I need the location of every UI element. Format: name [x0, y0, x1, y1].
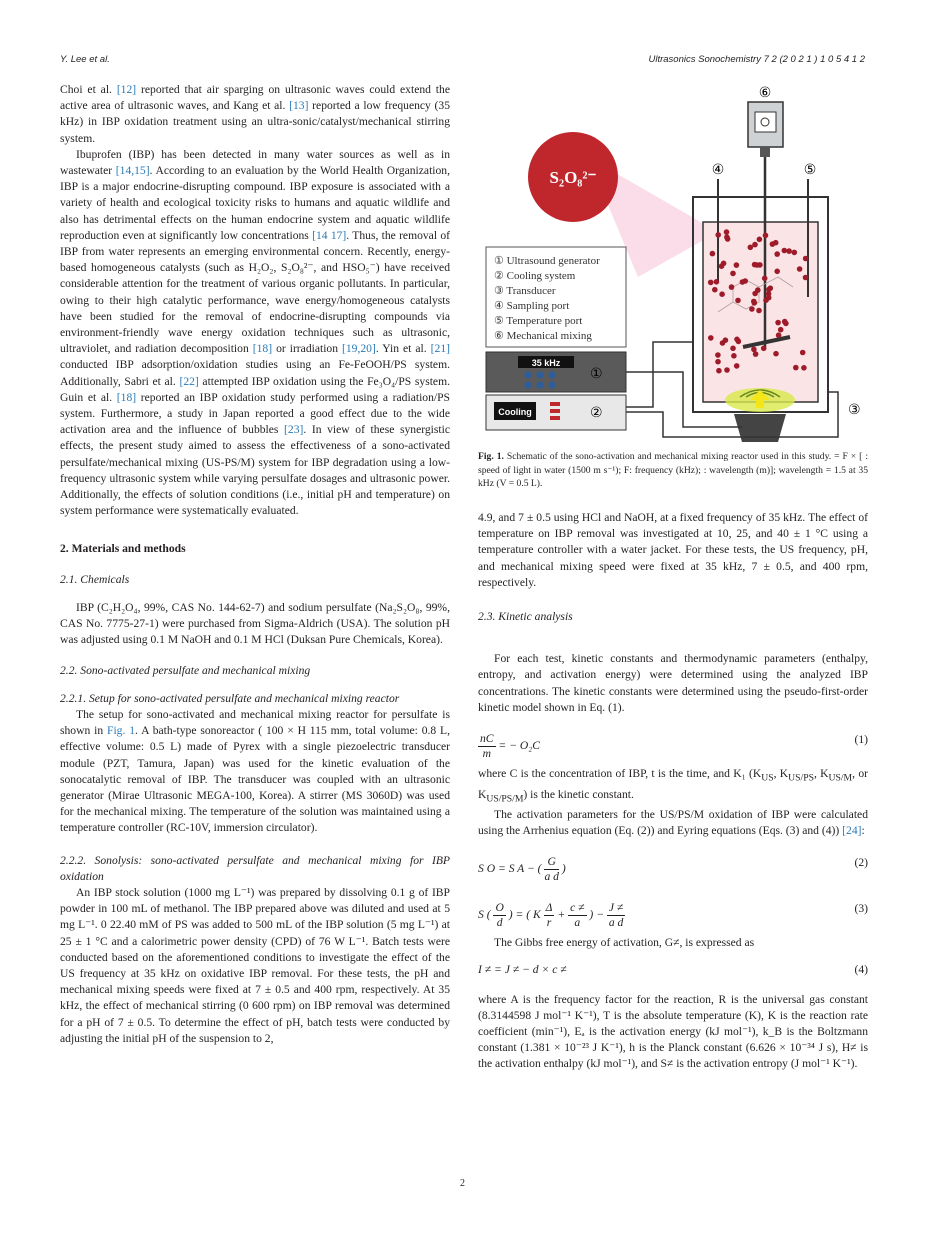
equation-number: (1)	[854, 733, 868, 747]
text: . Yin et al.	[375, 342, 431, 356]
equation-number: (3)	[854, 902, 868, 916]
text: Choi et al.	[60, 83, 117, 96]
equation-4: I ≠ = J ≠ − d × c ≠ (4)	[478, 960, 868, 984]
paragraph-kinetic: For each test, kinetic constants and thermodynamic parameters (enthalpy, entropy, and activation energy) were determined using the analyzed IBP concentrations. The kinetic constants were determined using the pseudo-first-order kinetic model shown in Eq. (1).	[478, 652, 868, 714]
particle-dot	[751, 299, 757, 305]
marker-2: ②	[590, 405, 603, 421]
particle-dot	[724, 229, 730, 235]
equation-3: S ( $\frac{O}{d}$ ) = ( K $\frac{\Delta}{r}$ + $\frac{c \ne}{a}$ ) − $\frac{J \ne}{\text{a d}}$ (3)	[478, 901, 868, 930]
citation-link[interactable]: [12]	[116, 83, 137, 96]
legend-item: ⑤ Temperature port	[494, 315, 583, 327]
particle-dot	[797, 266, 803, 272]
particle-dot	[752, 242, 758, 248]
running-header-journal: Ultrasonics Sonochemistry 7 2 (2 0 2 1 ) 1 0 5 4 1 2	[648, 54, 865, 65]
right-column	[478, 510, 868, 1073]
particle-dot	[770, 241, 776, 247]
paragraph-gibbs: The Gibbs free energy of activation, G≠, is expressed as	[494, 936, 755, 950]
paragraph-choi	[60, 82, 450, 147]
text: conducted IBP adsorption/oxidation studies using an Fe-FeOOH/PS system. Additionally, Sabri et al.	[60, 358, 450, 388]
particle-dot	[729, 284, 735, 290]
text: or irradiation	[272, 342, 343, 356]
particle-dot	[778, 327, 784, 333]
text: reported that air sparging on ultrasonic waves could extend the active area of ultrasonic waves, and Kang et al.	[60, 83, 450, 113]
particle-dot	[715, 359, 721, 365]
citation-link[interactable]: [24]	[842, 824, 862, 838]
citation-link[interactable]: [14,15]	[115, 164, 150, 178]
particle-dot	[734, 337, 740, 343]
particle-dot	[724, 367, 730, 373]
marker-3: ③	[848, 402, 861, 418]
particle-dot	[708, 280, 714, 286]
particle-dot	[734, 363, 740, 369]
subsection-heading: 2.3. Kinetic analysis	[478, 610, 573, 624]
particle-dot	[734, 262, 740, 268]
particle-dot	[782, 248, 788, 254]
paragraph-sonolysis: An IBP stock solution (1000 mg L⁻¹) was prepared by dissolving 0.1 g of IBP powder in 100 mL of methanol. The IBP prepared above was diluted and used at 5 mg L⁻¹. 0 22.40 mM of PS was added to 500 mL of the IBP solution (5 mg L⁻¹) at 25 ± 1 °C and a calorimetric power density (CPD) of 76 W L⁻¹. Batch tests were conducted based on the aforementioned conditions to investigate the effect of the US frequency at 35 kHz on oxidative IBP removal. For these tests, the pH and mechanical mixing speeds were fixed at 7 ± 0.5 and 400 rpm, respectively. At 35 kHz, the effect of mechanical stirring (0 600 rpm) on IBP removal was determined for a pH of 7 ± 0.5. To determine the effect of pH, batch tests were conducted by adjusting the initial pH of the suspension to 2,	[60, 885, 450, 1045]
text: . A bath-type sonoreactor ( 100 × H 115 mm, total volume: 0.8 L, effective volume: 0.5 L) made of Pyrex with a single piezoelectric transducer module (PZT, Tamura, Japan) was used for the kinetic evaluation of the sonocatalytic removal of IBP. The transducer was coupled with an ultrasonic generator (Mirae Ultrasonic MEGA-100, Korea). A stirrer (MS 3060D) was used for the mechanical mixing. The temperature of the solution was maintained using a temperature controller (RC-10V, immersion circulator).	[60, 724, 451, 835]
particle-dot	[715, 232, 721, 238]
particle-dot	[793, 365, 799, 371]
eq-rhs: = − O₂C	[495, 739, 541, 753]
particle-dot	[710, 251, 716, 257]
citation-link[interactable]: [18]	[116, 390, 137, 404]
paragraph-setup	[60, 707, 450, 837]
paragraph-where-a: where A is the frequency factor for the reaction, R is the universal gas constant (8.3144598 J mol⁻¹ K⁻¹), T is the absolute temperature (K), K is the reaction rate coefficient (min⁻¹), Eₐ is the activation energy (kJ mol⁻¹), k_B is the Boltzmann constant (1.381 × 10⁻²³ J K⁻¹), h is the Planck constant (6.626 × 10⁻³⁴ J s), H≠ is the activation enthalpy (kJ mol⁻¹), and S≠ is the activation entropy (J mol⁻¹ K⁻¹).	[478, 992, 868, 1071]
subsection-heading: 2.2. Sono-activated persulfate and mechanical mixing	[60, 663, 311, 677]
particle-dot	[716, 368, 722, 374]
subsubsection-heading: 2.2.1. Setup for sono-activated persulfate and mechanical mixing reactor	[60, 691, 400, 705]
equation-2: S O = S A − ( $\frac{G}{\text{a d}}$ ) (2)	[478, 855, 868, 884]
caption-text: Schematic of the sono-activation and mechanical mixing reactor used in this study. = F × [ : speed of light in water (1500 m s⁻¹); F: frequency (kHz); : wavelength (m)]; wavelength = 1.5 at 35 kHz (V = 0.5 L).	[478, 451, 868, 489]
particle-dot	[724, 234, 730, 240]
particle-dot	[768, 285, 774, 291]
particle-dot	[763, 233, 769, 239]
equation-1	[478, 724, 868, 761]
particle-dot	[754, 262, 760, 268]
particle-dot	[753, 351, 759, 357]
text: reported a low frequency (35 kHz) in IBP oxidation treatment using an ultra-sonic/catalyst/mechanical stirring system.	[60, 99, 450, 145]
particle-dot	[719, 291, 725, 297]
figure-caption	[478, 450, 868, 491]
figure-1-schematic	[478, 82, 868, 442]
eq-numerator: nC	[480, 732, 494, 746]
persulfate-label: S₂O₈²⁻	[549, 168, 597, 187]
text: . According to an evaluation by the World Health Organization, IBP is a major endocrine-disrupting compound. IBP exposure is associated with a variety of health and ecological toxicity risks to humans and aquatic wildlife and also has detrimental effects on the human endocrine system and aquatic wildlife reproduction even at significantly low concentrations	[60, 164, 450, 242]
eq-denominator: m	[482, 747, 491, 761]
particle-dot	[740, 279, 746, 285]
particle-dot	[730, 271, 736, 277]
left-column	[60, 82, 450, 1047]
subsubsection-heading: 2.2.2. Sonolysis: sono-activated persulfate and mechanical mixing for IBP oxidation	[60, 853, 450, 883]
particle-dot	[762, 276, 768, 282]
citation-link[interactable]: [13]	[289, 99, 309, 113]
equation-number: (2)	[854, 856, 868, 870]
citation-link[interactable]: [14 17]	[312, 228, 347, 242]
page-number: 2	[460, 1178, 465, 1189]
legend-item: ⑥ Mechanical mixing	[494, 330, 592, 342]
particle-dot	[731, 353, 737, 359]
particle-dot	[712, 287, 718, 293]
particle-dot	[735, 298, 741, 304]
marker-4: ④	[711, 162, 725, 178]
legend-item: ③ Transducer	[494, 285, 556, 297]
citation-link[interactable]: [21]	[430, 342, 450, 356]
particle-dot	[786, 248, 792, 254]
particle-dot	[803, 275, 809, 281]
subsection-heading: 2.1. Chemicals	[60, 572, 130, 586]
running-header-authors: Y. Lee et al.	[60, 54, 110, 65]
marker-6: ⑥	[758, 85, 772, 101]
section-heading: 2. Materials and methods	[60, 542, 186, 556]
particle-dot	[715, 352, 721, 358]
text: . Thus, the removal of IBP from water represents an emerging environmental concern. Recently, energy-based homogeneous catalysts (such as H₂O₂, S₂O₈²⁻, and HSO₅⁻) have received considerable attention for the treatment of various organic pollutants. In particular, owing to their high catalytic performance, wave energy/homogeneous catalysts have been studied for the removal of endocrine-disrupting compounds via environment-friendly wave energy oxidation techniques such as ultrasonic, ultraviolet, and radiation decomposition	[60, 228, 450, 356]
transducer	[734, 414, 786, 442]
marker-5: ⑤	[803, 162, 817, 178]
paragraph-ibuprofen	[60, 147, 450, 520]
paragraph-activation: The activation parameters for the US/PS/M oxidation of IBP were calculated using the Arrhenius equation (Eq. (2)) and Eyring equations (Eqs. (3) and (4)) [24]:	[478, 808, 868, 838]
legend-item: ① Ultrasound generator	[494, 255, 600, 267]
particle-dot	[774, 251, 780, 257]
particle-dot	[721, 261, 727, 267]
citation-link[interactable]: [23]	[284, 423, 304, 437]
citation-link[interactable]: [22]	[179, 374, 199, 388]
text: attempted IBP oxidation using the Fe₃O₄/PS system. Guin et al.	[60, 374, 450, 404]
figure-link[interactable]: Fig. 1	[107, 724, 136, 738]
particle-dot	[800, 350, 806, 356]
mixer-display	[755, 112, 776, 132]
text: reported an IBP oxidation study performed using a radiation/PS system. Furthermore, a study in Japan reported a good effect due to the wide activation area and the influence of bubbles	[60, 390, 451, 437]
mixer-coupler	[760, 147, 770, 157]
equation-number: (4)	[854, 962, 868, 976]
particle-dot	[748, 245, 754, 251]
particle-dot	[714, 279, 720, 285]
marker-1: ①	[590, 366, 603, 382]
particle-dot	[766, 295, 772, 301]
text: The setup for sono-activated and mechanical mixing reactor for persulfate is shown in	[60, 707, 450, 738]
particle-dot	[757, 237, 763, 243]
particle-dot	[792, 250, 798, 256]
particle-dot	[801, 365, 807, 371]
citation-link[interactable]: [19,20]	[342, 342, 376, 356]
particle-dot	[730, 346, 736, 352]
particle-dot	[776, 332, 782, 338]
particle-dot	[756, 308, 762, 314]
citation-link[interactable]: [18]	[252, 342, 273, 356]
generator-label: 35 kHz	[531, 358, 561, 368]
paragraph-conditions: 4.9, and 7 ± 0.5 using HCl and NaOH, at a fixed frequency of 35 kHz. The effect of temperature on IBP removal was investigated at 10, 25, and 40 ± 1 °C using a temperature controller with a water jacket. For these tests, the US frequency, pH, and mechanical mixing speed were fixed at 35 kHz, 7 ± 0.5, and 400 rpm, respectively.	[478, 511, 868, 589]
particle-dot	[774, 269, 780, 275]
particle-dot	[720, 340, 726, 346]
particle-dot	[755, 287, 761, 293]
paragraph-chemicals: IBP (C₂H₂O₄, 99%, CAS No. 144-62-7) and sodium persulfate (Na₂S₂O₈, 99%, CAS No. 7775-27-1) were purchased from Sigma-Aldrich (USA). The solution pH was adjusted using 0.1 M NaOH and 0.1 M HCl (Duksan Pure Chemicals, Korea).	[60, 600, 450, 647]
text: Ibuprofen (IBP) has been detected in many water sources as well as in wastewater	[60, 147, 450, 178]
legend-item: ② Cooling system	[494, 270, 576, 282]
paragraph-where-c: where C is the concentration of IBP, t is the time, and K₁ ($K_{US}$, $K_{US/PS}$, $K_{US/M}$, or $K_{US/PS/M}$) is the kinetic constant.	[478, 767, 869, 804]
particle-dot	[708, 335, 714, 341]
cooling-label: Cooling	[498, 407, 532, 417]
legend-item: ④ Sampling port	[494, 300, 570, 312]
particle-dot	[775, 320, 781, 326]
caption-label: Fig. 1.	[478, 451, 504, 462]
particle-dot	[749, 306, 755, 312]
particle-dot	[773, 351, 779, 357]
particle-dot	[803, 256, 809, 262]
particle-dot	[782, 319, 788, 325]
text: . In view of these synergistic effects, the present study aimed to assess the effectiveness of a sono-activated persulfate/mechanical mixing (US-PS/M) system for IBP degradation using a low-frequency ultrasonic system while varying persulfate dosages and ultrasonic power. Additionally, the effects of solution conditions (i.e., initial pH and temperature) on system performance were systematically evaluated.	[60, 423, 450, 518]
particle-dot	[761, 346, 767, 352]
